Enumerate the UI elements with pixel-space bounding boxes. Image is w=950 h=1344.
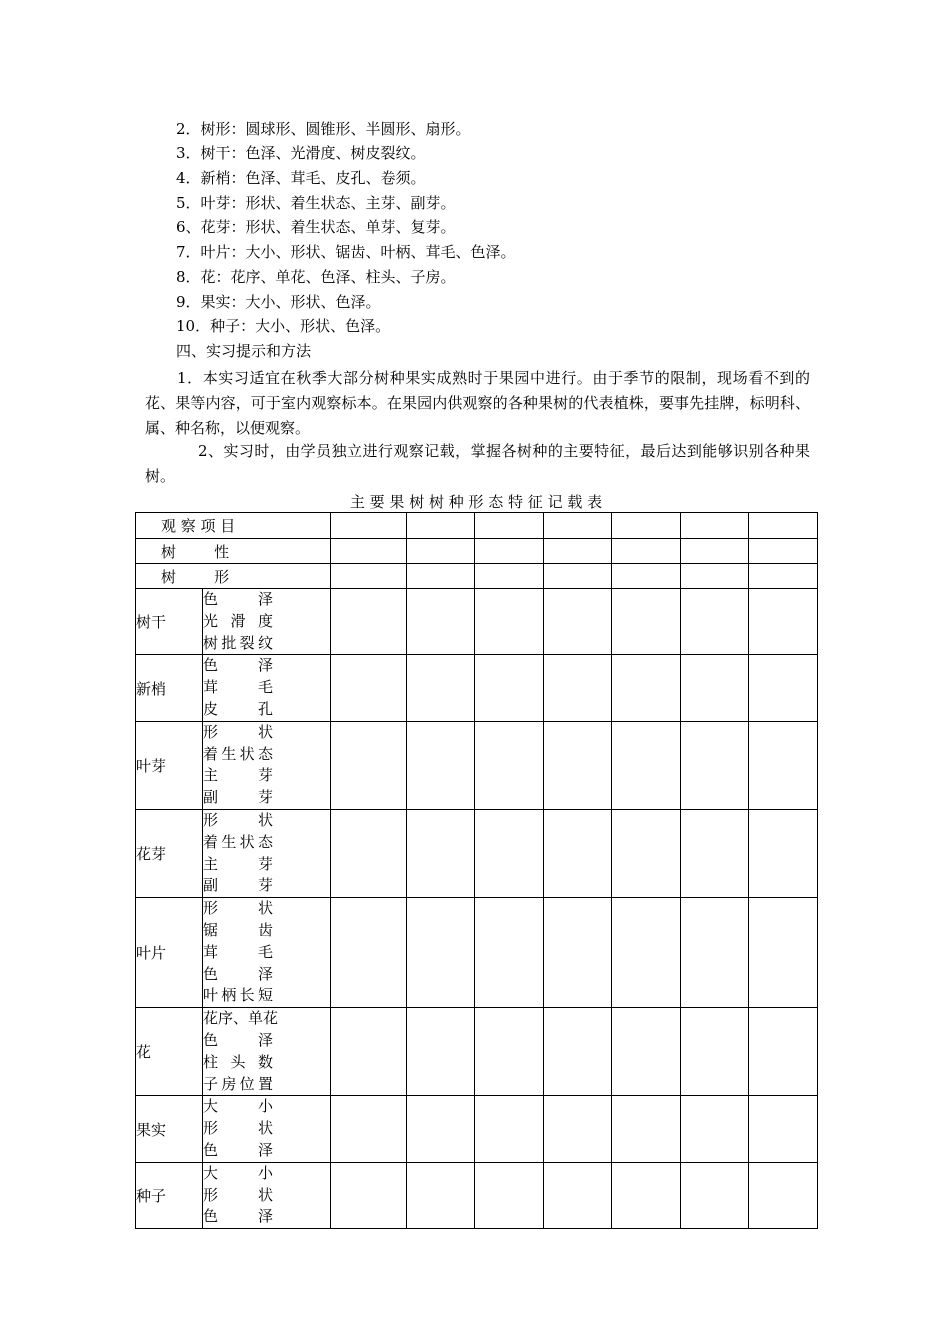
record-cell — [681, 898, 749, 1008]
record-cell — [475, 564, 544, 589]
record-cell — [681, 809, 749, 897]
observation-item: 茸毛 — [203, 678, 273, 697]
list-item-leaf-bud: 5．叶芽：形状、着生状态、主芽、副芽。 — [176, 194, 456, 212]
table-row — [136, 721, 818, 809]
list-item-trunk: 3．树干：色泽、光滑度、树皮裂纹。 — [176, 144, 426, 162]
group-label: 果实 — [136, 1096, 203, 1162]
record-cell — [407, 898, 475, 1008]
observation-item: 主芽 — [203, 766, 273, 785]
group-items — [203, 589, 331, 655]
group-label: 花 — [136, 1008, 203, 1096]
record-cell — [475, 1008, 544, 1096]
group-label: 树干 — [136, 589, 203, 655]
record-cell — [749, 513, 818, 539]
record-cell — [612, 655, 681, 721]
group-items — [203, 1096, 331, 1162]
row-tree-habit — [136, 539, 331, 564]
table-row — [136, 513, 818, 539]
record-cell — [544, 564, 612, 589]
record-cell — [612, 1008, 681, 1096]
observation-item: 着生状态 — [203, 744, 273, 763]
observation-item: 着生状态 — [203, 832, 273, 851]
record-cell — [544, 1096, 612, 1162]
observation-item: 色泽 — [203, 1140, 273, 1159]
record-cell — [749, 564, 818, 589]
observation-item: 茸毛 — [203, 942, 273, 961]
record-cell — [681, 1162, 749, 1228]
group-items — [203, 1162, 331, 1228]
record-cell — [331, 1162, 407, 1228]
observation-item: 皮孔 — [203, 699, 273, 718]
list-item-fruit: 9．果实：大小、形状、色泽。 — [176, 293, 381, 311]
record-cell — [749, 589, 818, 655]
observation-item: 子房位置 — [203, 1074, 273, 1093]
table-row — [136, 1008, 818, 1096]
group-items — [203, 898, 331, 1008]
record-cell — [407, 539, 475, 564]
record-cell — [331, 1008, 407, 1096]
record-cell — [749, 655, 818, 721]
record-cell — [544, 809, 612, 897]
record-cell — [331, 655, 407, 721]
table-row — [136, 655, 818, 721]
record-cell — [407, 589, 475, 655]
list-item-shoot: 4．新梢：色泽、茸毛、皮孔、卷须。 — [176, 169, 426, 187]
record-cell — [407, 564, 475, 589]
record-cell — [681, 539, 749, 564]
list-item-flower-bud: 6、花芽：形状、着生状态、单芽、复芽。 — [176, 218, 456, 236]
table-row — [136, 1162, 818, 1228]
group-items — [203, 1008, 331, 1096]
observation-item: 柱头数 — [203, 1052, 273, 1071]
record-cell — [331, 589, 407, 655]
table-row — [136, 564, 818, 589]
record-cell — [612, 539, 681, 564]
record-cell — [612, 589, 681, 655]
record-cell — [544, 1162, 612, 1228]
record-cell — [681, 1008, 749, 1096]
observation-item: 色泽 — [203, 590, 273, 608]
record-cell — [612, 513, 681, 539]
tip-paragraph-1: 1．本实习适宜在秋季大部分树种果实成熟时于果园中进行。由于季节的限制，现场看不到的花、果等内容，可于室内观察标本。在果园内供观察的各种果树的代表植株，要事先挂牌，标明科、属、种名称，以便观察。 — [145, 369, 810, 437]
record-cell — [612, 809, 681, 897]
record-cell — [407, 809, 475, 897]
record-cell — [475, 589, 544, 655]
record-cell — [331, 513, 407, 539]
list-item-seed: 10．种子：大小、形状、色泽。 — [176, 317, 391, 335]
observation-item: 叶柄长短 — [203, 986, 273, 1005]
group-label: 新梢 — [136, 655, 203, 721]
record-cell — [475, 655, 544, 721]
record-cell — [749, 721, 818, 809]
record-cell — [475, 898, 544, 1008]
table-row — [136, 1096, 818, 1162]
record-cell — [544, 513, 612, 539]
record-cell — [331, 809, 407, 897]
record-cell — [544, 898, 612, 1008]
table-row — [136, 809, 818, 897]
record-cell — [544, 589, 612, 655]
record-cell — [331, 721, 407, 809]
observation-item: 大小 — [203, 1163, 273, 1182]
observation-item: 形状 — [203, 810, 273, 829]
group-label: 种子 — [136, 1162, 203, 1228]
group-label: 叶芽 — [136, 721, 203, 809]
record-cell — [407, 721, 475, 809]
record-cell — [475, 1162, 544, 1228]
record-cell — [407, 513, 475, 539]
table-row — [136, 898, 818, 1008]
list-item-flower: 8．花：花序、单花、色泽、柱头、子房。 — [176, 268, 456, 286]
record-cell — [544, 721, 612, 809]
observation-item: 形状 — [203, 722, 273, 741]
group-label: 花芽 — [136, 809, 203, 897]
observation-item: 大小 — [203, 1097, 273, 1116]
observation-item: 色泽 — [203, 1207, 273, 1226]
table-row — [136, 539, 818, 564]
record-cell — [612, 898, 681, 1008]
record-cell — [331, 898, 407, 1008]
record-cell — [475, 539, 544, 564]
observation-item: 形状 — [203, 1119, 273, 1138]
row-tree-form — [136, 564, 331, 589]
morphology-record-table — [135, 512, 818, 1229]
record-cell — [749, 539, 818, 564]
record-cell — [749, 1008, 818, 1096]
observation-item: 色泽 — [203, 1030, 273, 1049]
record-cell — [407, 655, 475, 721]
record-cell — [612, 564, 681, 589]
record-cell — [475, 809, 544, 897]
observation-item: 锯齿 — [203, 920, 273, 939]
observation-item: 色泽 — [203, 964, 273, 983]
row-tree-habit-label: 树 性 — [161, 542, 230, 561]
record-cell — [407, 1096, 475, 1162]
record-cell — [681, 1096, 749, 1162]
row-tree-form-label: 树 形 — [161, 567, 230, 586]
section-heading: 四、实习提示和方法 — [176, 342, 312, 360]
record-cell — [681, 589, 749, 655]
record-cell — [681, 721, 749, 809]
observation-item: 形状 — [203, 899, 273, 918]
record-cell — [331, 564, 407, 589]
group-items — [203, 655, 331, 721]
table-row — [136, 589, 818, 655]
record-cell — [331, 539, 407, 564]
record-cell — [475, 513, 544, 539]
record-cell — [544, 655, 612, 721]
record-cell — [331, 1096, 407, 1162]
group-items — [203, 809, 331, 897]
record-cell — [749, 1096, 818, 1162]
tip-paragraph-2: 2、实习时，由学员独立进行观察记载，掌握各树种的主要特征，最后达到能够识别各种果树。 — [145, 442, 810, 485]
observation-item: 树批裂纹 — [203, 633, 273, 652]
record-cell — [475, 721, 544, 809]
record-cell — [749, 809, 818, 897]
observation-item: 形状 — [203, 1185, 273, 1204]
group-label: 叶片 — [136, 898, 203, 1008]
record-cell — [681, 564, 749, 589]
record-cell — [407, 1008, 475, 1096]
record-cell — [749, 1162, 818, 1228]
observation-item: 色泽 — [203, 656, 273, 675]
list-item-leaf: 7．叶片：大小、形状、锯齿、叶柄、茸毛、色泽。 — [176, 243, 516, 261]
record-cell — [681, 513, 749, 539]
record-cell — [612, 721, 681, 809]
record-cell — [749, 898, 818, 1008]
observation-item: 花序、单花 — [203, 1009, 279, 1028]
observation-item: 主芽 — [203, 854, 273, 873]
record-cell — [612, 1162, 681, 1228]
record-cell — [407, 1162, 475, 1228]
observation-item: 副芽 — [203, 788, 273, 807]
record-cell — [681, 655, 749, 721]
header-observation-items-label: 观 察 项 目 — [161, 517, 236, 535]
record-cell — [475, 1096, 544, 1162]
observation-item: 光滑度 — [203, 611, 273, 630]
list-item-tree-shape: 2．树形：圆球形、圆锥形、半圆形、扇形。 — [176, 120, 471, 138]
record-cell — [544, 539, 612, 564]
header-observation-items — [136, 513, 331, 539]
group-items — [203, 721, 331, 809]
observation-item: 副芽 — [203, 876, 273, 895]
table-caption: 主 要 果 树 树 种 形 态 特 征 记 载 表 — [349, 493, 603, 511]
record-cell — [612, 1096, 681, 1162]
record-cell — [544, 1008, 612, 1096]
